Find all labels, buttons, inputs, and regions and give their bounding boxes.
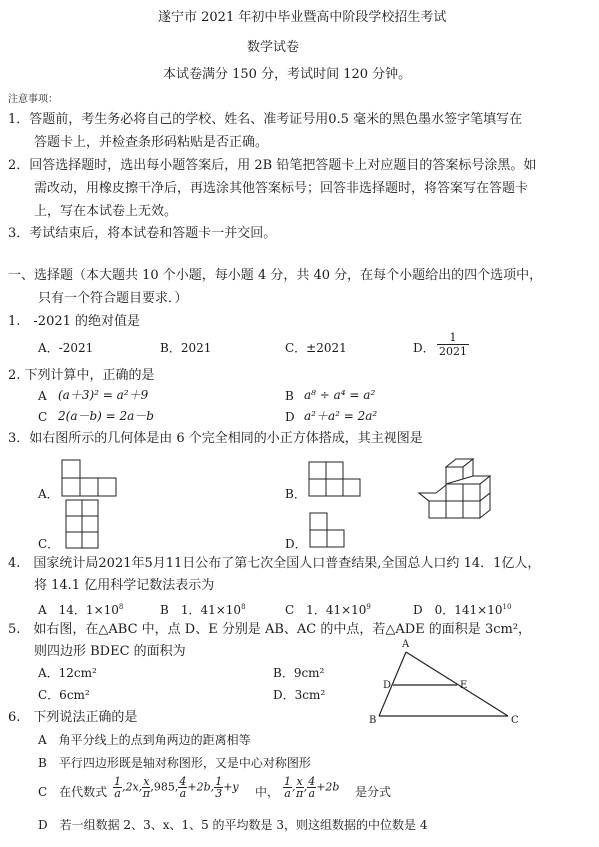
q5-option-c: C．6cm² [38,688,90,702]
label-a: A [402,639,410,650]
q6-option-d: D 若一组数据 2、3、x、1、5 的平均数是 3，则这组数据的中位数是 4 [38,818,428,832]
notes-heading: 注意事项： [8,94,58,105]
q3-stem: 3．如右图所示的几何体是由 6 个完全相同的小正方体搭成，其主视图是 [8,431,423,446]
q1-stem: 1. -2021 的绝对值是 [8,314,141,329]
q6-option-c-end: 是分式 [355,785,392,799]
label-b: B [369,715,377,726]
q5-stem-line-1: 5. 如右图，在△ABC 中，点 D、E 分别是 AB、AC 的中点，若△ADE 的面积是 3cm²， [8,622,532,637]
q2-option-a-label: A [38,389,47,403]
q5-stem-line-2: 则四边形 BDEC 的面积为 [34,644,186,659]
q2-option-c-label: C [38,410,48,424]
q1-d-denominator: 2021 [439,345,467,358]
q6-option-c [38,785,107,799]
q2-option-b-expr: a⁸ ÷ a⁴ = a² [304,388,376,402]
q2-option-d-expr: a²＋a² = 2a² [304,409,378,423]
q6-stem: 6. 下列说法正确的是 [8,710,138,725]
q6-option-b: B 平行四边形既是轴对称图形，又是中心对称图形 [38,756,311,770]
q5-option-d: D．3cm² [273,688,326,702]
q6-option-c-fractions: $\frac{1}{a}$ , $\frac{x}{\pi}$ , $\frac{4}{a}$ +2b [284,775,340,800]
q6-option-c-mid: 中， [255,785,280,799]
q4-option-c-exp: 9 [366,603,371,611]
note-1-line-2: 答题卡上，并检查条形码粘贴是否正确。 [34,135,269,150]
q4-stem-line-1: 4. 国家统计局2021年5月11日公布了第七次全国人口普查结果,全国总人口约 14．1亿人， [8,556,541,571]
q4-option-d-text: D 0．141×10 [413,603,503,617]
q4-option-b-exp: 8 [241,603,246,611]
paper-subtitle: 数学试卷 [247,40,300,55]
label-e: E [460,680,468,691]
note-2-line-1: 2．回答选择题时，选出每小题答案后，用 2B 铅笔把答题卡上对应题目的答案标号涂黑。如 [8,158,537,173]
note-2-line-3: 上，写在本试卷上无效。 [34,204,178,219]
q6-option-a: A 角平分线上的点到角两边的距离相等 [38,733,251,747]
q3-option-b-label: B． [285,487,306,501]
q6-option-c-expression: $\frac{1}{a}$ ,2x, $\frac{x}{\pi}$ ,985, $\frac{4}{a}$ +2b, $\frac{1}{3}$ +y [114,775,239,800]
note-2-line-2: 需改动，用橡皮擦干净后，再选涂其他答案标号；回答非选择题时，将答案写在答题卡 [34,181,529,196]
q1-option-b: B．2021 [160,341,212,355]
q2-option-c-expr: 2(a－b) = 2a－b [58,409,154,423]
q3-option-a-label: A． [38,487,59,501]
q4-stem-line-2: 将 14.1 亿用科学记数法表示为 [34,578,215,593]
q4-option-c-text: C 1．41×10 [285,603,367,617]
q2-stem: 2. 下列计算中，正确的是 [8,368,155,383]
q5-option-a: A．12cm² [38,666,97,680]
q2-option-d-label: D [285,410,295,424]
label-d: D [383,680,392,691]
q2-option-a-expr: (a＋3)² = a²＋9 [58,388,149,402]
q3-option-d-label: D． [285,537,307,551]
section-heading-line-2: 只有一个符合题目要求．） [38,291,188,306]
q1-option-a: A．-2021 [38,341,94,355]
q4-option-a-exp: 8 [118,603,124,611]
q4-option-a-text: A 14．1×10 [38,603,119,617]
q1-d-numerator: 1 [437,331,469,345]
q2-option-b-label: B [285,389,294,403]
label-c: C [511,715,519,726]
q4-option-d-exp: 10 [502,603,512,611]
note-1-line-1: 1．答题前，考生务必将自己的学校、姓名、准考证号用0.5 毫米的黑色墨水签字笔填写在 [8,112,523,127]
section-heading: 一、选择题（本大题共 10 个小题，每小题 4 分，共 40 分，在每个小题给出的四个选项中， [8,268,543,283]
note-3-line-1: 3．考试结束后，将本试卷和答题卡一并交回。 [8,226,277,241]
edge-ac [406,652,508,716]
q3-option-c-label: C． [38,537,60,551]
q6-option-c-label: C 在代数式 [38,785,108,799]
q4-option-b-text: B 1．41×10 [160,603,242,617]
q5-option-b: B．9cm² [273,666,325,680]
score-info: 本试卷满分 150 分，考试时间 120 分钟。 [163,67,412,82]
q1-option-d-label: D． [413,341,435,355]
exam-title: 遂宁市 2021 年初中毕业暨高中阶段学校招生考试 [158,10,447,25]
q1-option-c: C．±2021 [285,341,347,355]
